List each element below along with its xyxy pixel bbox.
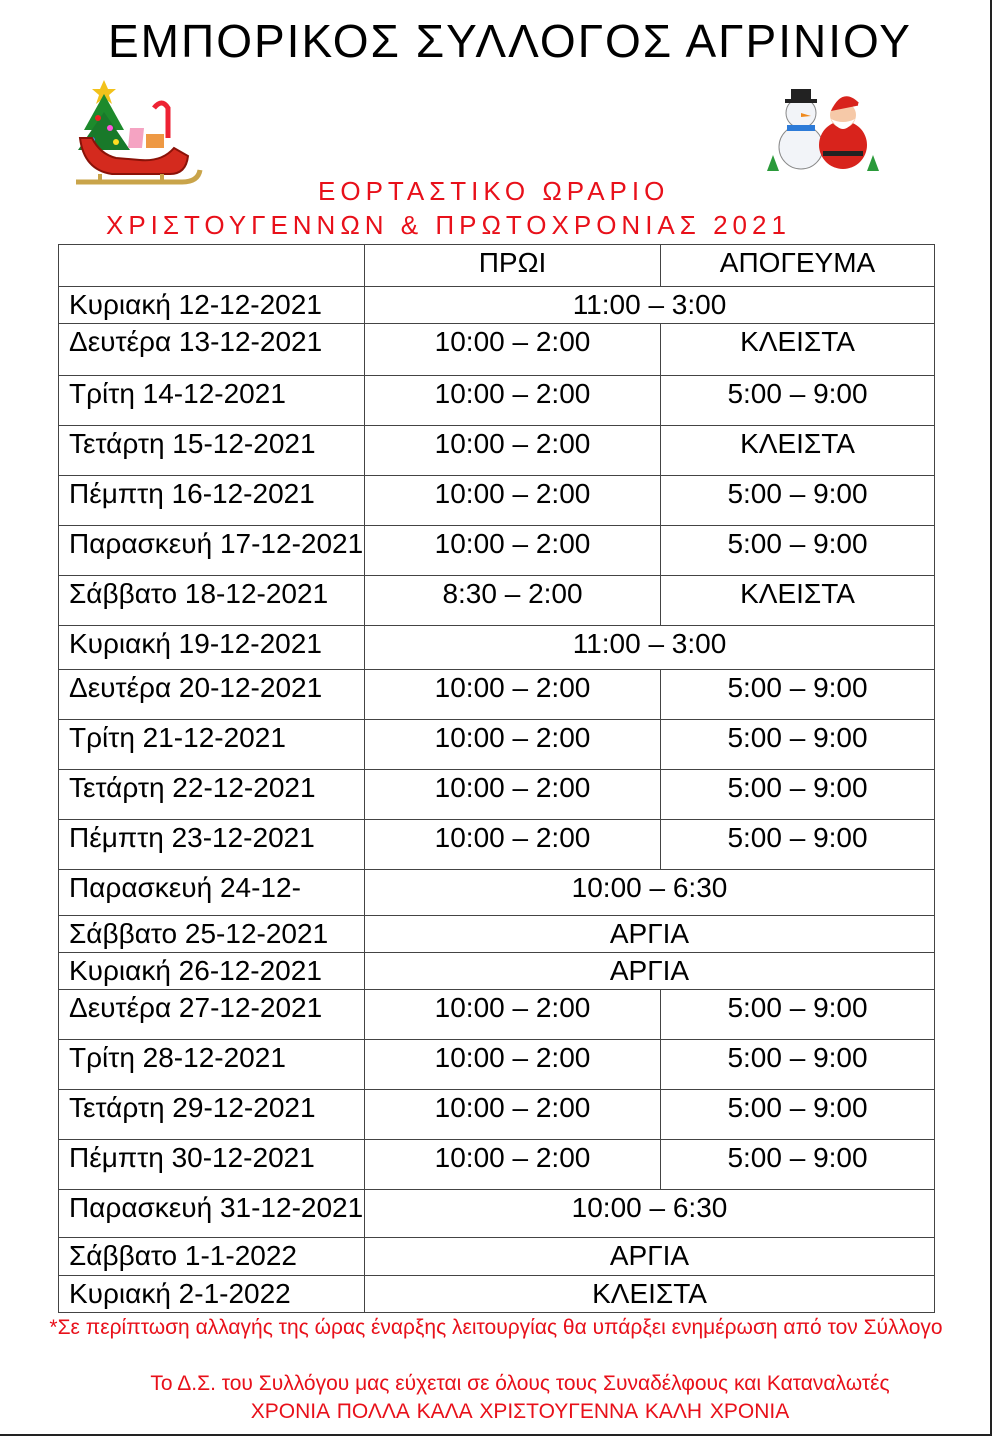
day-cell: Παρασκευή 24-12- (59, 870, 365, 916)
afternoon-hours-cell: 5:00 – 9:00 (661, 670, 935, 720)
day-cell: Παρασκευή 31-12-2021 (59, 1190, 365, 1238)
afternoon-hours-cell: 5:00 – 9:00 (661, 1140, 935, 1190)
day-cell: Σάββατο 1-1-2022 (59, 1238, 365, 1276)
afternoon-hours-cell: ΚΛΕΙΣΤΑ (661, 576, 935, 626)
morning-hours-cell: 10:00 – 2:00 (365, 1140, 661, 1190)
table-row (59, 820, 935, 870)
day-cell: Σάββατο 25-12-2021 (59, 916, 365, 953)
full-day-hours-cell: ΚΛΕΙΣΤΑ (365, 1276, 935, 1313)
day-cell: Κυριακή 12-12-2021 (59, 287, 365, 324)
morning-hours-cell: 10:00 – 2:00 (365, 426, 661, 476)
full-day-hours-cell: ΑΡΓΙΑ (365, 916, 935, 953)
schedule-table (58, 244, 935, 1313)
day-cell: Τετάρτη 15-12-2021 (59, 426, 365, 476)
day-cell: Τετάρτη 29-12-2021 (59, 1090, 365, 1140)
morning-hours-cell: 10:00 – 2:00 (365, 670, 661, 720)
table-row (59, 376, 935, 426)
table-row (59, 720, 935, 770)
header-cell-day (59, 245, 365, 287)
afternoon-hours-cell: ΚΛΕΙΣΤΑ (661, 324, 935, 376)
morning-hours-cell: 10:00 – 2:00 (365, 990, 661, 1040)
table-row (59, 670, 935, 720)
afternoon-hours-cell: 5:00 – 9:00 (661, 720, 935, 770)
day-cell: Τετάρτη 22-12-2021 (59, 770, 365, 820)
table-row (59, 476, 935, 526)
change-notice: *Σε περίπτωση αλλαγής της ώρας έναρξης λειτουργίας θα υπάρξει ενημέρωση από τον Σύλλογο (49, 1316, 943, 1339)
morning-hours-cell: 10:00 – 2:00 (365, 324, 661, 376)
morning-hours-cell: 10:00 – 2:00 (365, 476, 661, 526)
full-day-hours-cell: 10:00 – 6:30 (365, 870, 935, 916)
morning-hours-cell: 10:00 – 2:00 (365, 1090, 661, 1140)
table-row (59, 626, 935, 670)
greetings-text: ΧΡΟΝΙΑ ΠΟΛΛΑ ΚΑΛΑ ΧΡΙΣΤΟΥΓΕΝΝΑ ΚΑΛΗ ΧΡΟΝΙΑ (250, 1400, 790, 1423)
table-row (59, 953, 935, 990)
afternoon-hours-cell: 5:00 – 9:00 (661, 1040, 935, 1090)
table-row (59, 576, 935, 626)
table-row (59, 770, 935, 820)
subtitle-line-1: ΕΟΡΤΑΣΤΙΚΟ ΩΡΑΡΙΟ (318, 176, 670, 206)
header-cell-morning: ΠΡΩΙ (365, 245, 661, 287)
subtitle-line-2: ΧΡΙΣΤΟΥΓΕΝΝΩΝ & ΠΡΩΤΟΧΡΟΝΙΑΣ 2021 (106, 210, 791, 240)
day-cell: Κυριακή 2-1-2022 (59, 1276, 365, 1313)
day-cell: Πέμπτη 30-12-2021 (59, 1140, 365, 1190)
morning-hours-cell: 10:00 – 2:00 (365, 526, 661, 576)
morning-hours-cell: 10:00 – 2:00 (365, 720, 661, 770)
day-cell: Πέμπτη 16-12-2021 (59, 476, 365, 526)
table-row (59, 1190, 935, 1238)
morning-hours-cell: 10:00 – 2:00 (365, 820, 661, 870)
table-row (59, 1090, 935, 1140)
day-cell: Τρίτη 28-12-2021 (59, 1040, 365, 1090)
sleigh-icon (70, 78, 205, 193)
afternoon-hours-cell: 5:00 – 9:00 (661, 376, 935, 426)
afternoon-hours-cell: 5:00 – 9:00 (661, 770, 935, 820)
table-row (59, 1040, 935, 1090)
table-row (59, 916, 935, 953)
afternoon-hours-cell: ΚΛΕΙΣΤΑ (661, 426, 935, 476)
afternoon-hours-cell: 5:00 – 9:00 (661, 1090, 935, 1140)
full-day-hours-cell: 10:00 – 6:30 (365, 1190, 935, 1238)
day-cell: Δευτέρα 20-12-2021 (59, 670, 365, 720)
day-cell: Πέμπτη 23-12-2021 (59, 820, 365, 870)
table-row (59, 324, 935, 376)
page-title: ΕΜΠΟΡΙΚΟΣ ΣΥΛΛΟΓΟΣ ΑΓΡΙΝΙΟΥ (108, 15, 912, 67)
afternoon-hours-cell: 5:00 – 9:00 (661, 526, 935, 576)
afternoon-hours-cell: 5:00 – 9:00 (661, 820, 935, 870)
full-day-hours-cell: ΑΡΓΙΑ (365, 953, 935, 990)
snowman-santa-icon (765, 85, 883, 193)
day-cell: Κυριακή 19-12-2021 (59, 626, 365, 670)
afternoon-hours-cell: 5:00 – 9:00 (661, 990, 935, 1040)
day-cell: Σάββατο 18-12-2021 (59, 576, 365, 626)
day-cell: Παρασκευή 17-12-2021 (59, 526, 365, 576)
table-row (59, 1238, 935, 1276)
afternoon-hours-cell: 5:00 – 9:00 (661, 476, 935, 526)
morning-hours-cell: 10:00 – 2:00 (365, 1040, 661, 1090)
full-day-hours-cell: 11:00 – 3:00 (365, 626, 935, 670)
day-cell: Κυριακή 26-12-2021 (59, 953, 365, 990)
table-row (59, 526, 935, 576)
day-cell: Τρίτη 14-12-2021 (59, 376, 365, 426)
header-cell-afternoon: ΑΠΟΓΕΥΜΑ (661, 245, 935, 287)
table-row (59, 1276, 935, 1313)
morning-hours-cell: 10:00 – 2:00 (365, 376, 661, 426)
table-row (59, 990, 935, 1040)
table-row (59, 287, 935, 324)
table-row (59, 1140, 935, 1190)
wishes-text: Το Δ.Σ. του Συλλόγου μας εύχεται σε όλους τους Συναδέλφους και Καταναλωτές (150, 1372, 890, 1395)
morning-hours-cell: 10:00 – 2:00 (365, 770, 661, 820)
full-day-hours-cell: ΑΡΓΙΑ (365, 1238, 935, 1276)
day-cell: Δευτέρα 13-12-2021 (59, 324, 365, 376)
table-row (59, 426, 935, 476)
day-cell: Τρίτη 21-12-2021 (59, 720, 365, 770)
morning-hours-cell: 8:30 – 2:00 (365, 576, 661, 626)
day-cell: Δευτέρα 27-12-2021 (59, 990, 365, 1040)
table-header-row (59, 245, 935, 287)
full-day-hours-cell: 11:00 – 3:00 (365, 287, 935, 324)
table-row (59, 870, 935, 916)
